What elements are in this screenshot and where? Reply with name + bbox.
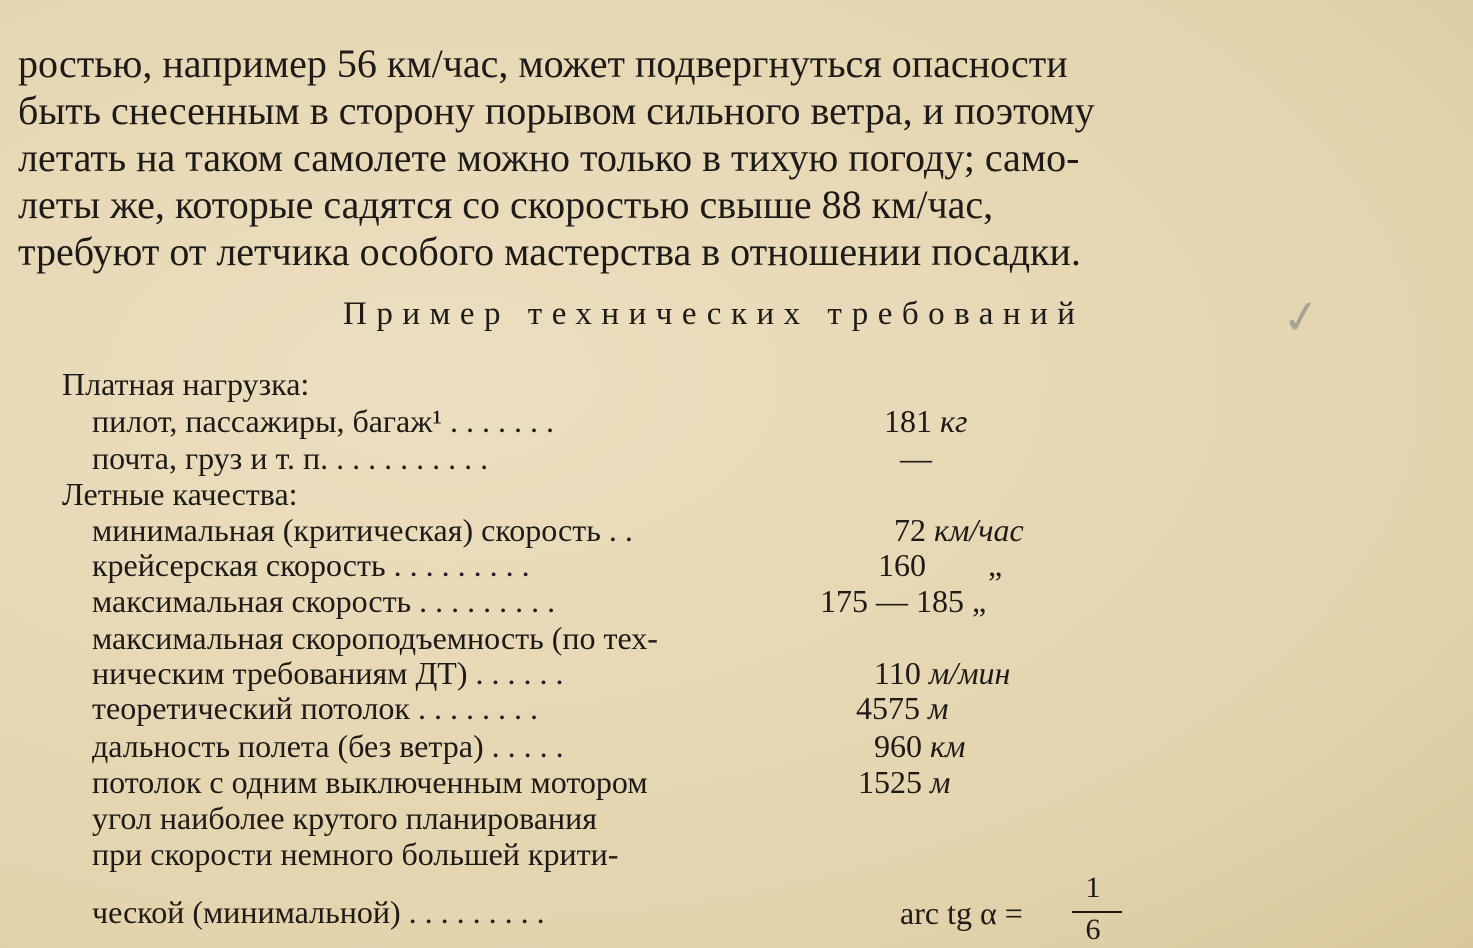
formula-numerator: 1 [1085, 871, 1101, 904]
spec-label-climb-1: максимальная скороподъемность (по тех- [92, 620, 658, 656]
spec-label-glide-1: угол наиболее крутого планирования [92, 800, 597, 836]
spec-label-pilot: пилот, пассажиры, багаж¹ . . . . . . . [92, 403, 554, 439]
paragraph-line: леты же, которые садятся со скоростью свыше 88 км/час, [18, 182, 994, 227]
spec-label-glide-3: ческой (минимальной) . . . . . . . . . [92, 894, 545, 930]
text-paragraph [18, 40, 1408, 275]
spec-label-range: дальность полета (без ветра) . . . . . [92, 728, 564, 764]
spec-value-minspeed: 72 км/час [894, 512, 1024, 548]
spec-label-ceiling: теоретический потолок . . . . . . . . [92, 690, 538, 726]
paragraph-line: летать на таком самолете можно только в тихую погоду; само- [18, 135, 1080, 180]
spec-label-mail: почта, груз и т. п. . . . . . . . . . . [92, 440, 489, 476]
payload-header: Платная нагрузка: [62, 366, 310, 402]
pencil-check-mark-icon: ✓ [1278, 287, 1325, 347]
spec-label-one-engine: потолок с одним выключенным мотором [92, 764, 648, 800]
glide-formula [900, 871, 1101, 946]
formula-denominator: 6 [1085, 913, 1101, 946]
paragraph-line: ростью, например 56 км/час, может подвергнуться опасности [18, 41, 1068, 86]
spec-value-range: 960 км [874, 728, 966, 764]
section-heading: Пример технических требований [343, 296, 1085, 332]
spec-value-ceiling: 4575 м [856, 690, 949, 726]
paragraph-line: быть снесенным в сторону порывом сильного ветра, и поэтому [18, 88, 1095, 133]
spec-value-maxspeed: 175 — 185 „ [820, 583, 987, 619]
spec-label-climb-2: ническим требованиям ДТ) . . . . . . [92, 655, 564, 691]
spec-label-cruise: крейсерская скорость . . . . . . . . . [92, 547, 530, 583]
spec-value-one-engine: 1525 м [858, 764, 951, 800]
spec-value-cruise: 160 „ [878, 547, 1003, 583]
paragraph-line: требуют от летчика особого мастерства в отношении посадки. [18, 229, 1081, 274]
formula-prefix: arc tg α = [900, 895, 1023, 931]
spec-label-minspeed: минимальная (критическая) скорость . . [92, 512, 633, 548]
spec-label-maxspeed: максимальная скорость . . . . . . . . . [92, 583, 556, 619]
spec-value-mail: — [900, 440, 932, 476]
spec-value-pilot: 181 кг [884, 403, 968, 439]
spec-value-climb: 110 м/мин [874, 655, 1011, 691]
flight-header: Летные качества: [62, 476, 298, 512]
spec-label-glide-2: при скорости немного большей крити- [92, 836, 619, 872]
